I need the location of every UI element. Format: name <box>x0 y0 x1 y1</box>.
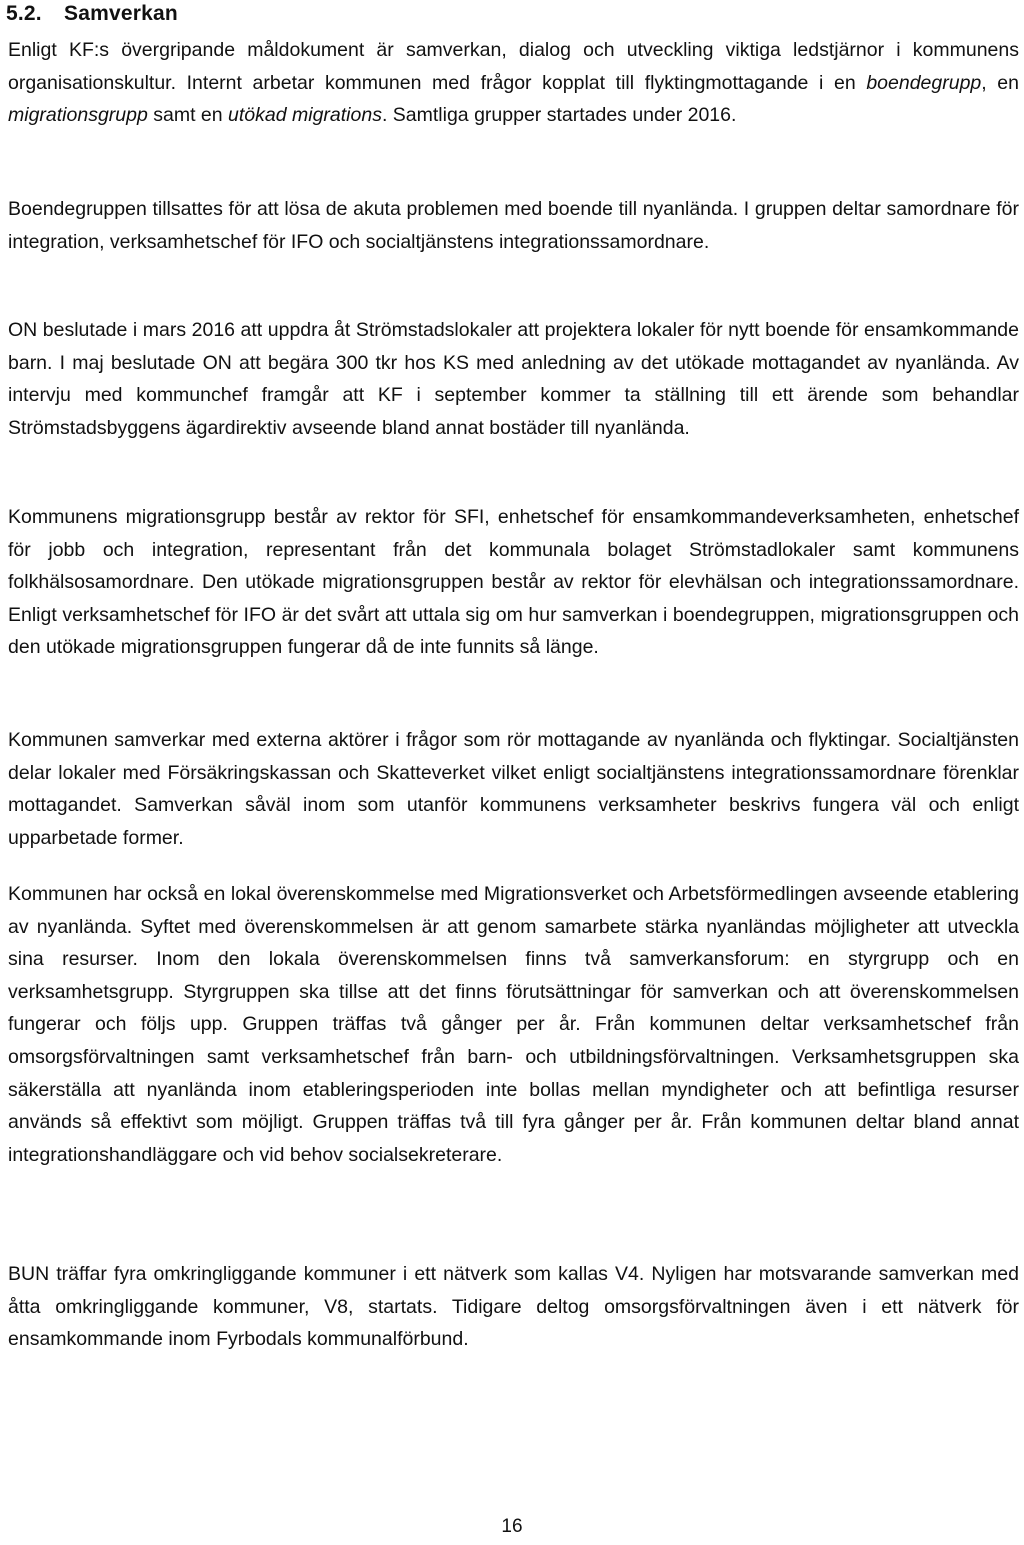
paragraph-boendegruppen: Boendegruppen tillsattes för att lösa de akuta problemen med boende till nyanlända. I gruppen deltar samordnare för integration, verksamhetschef för IFO och socialtjänstens integrationssamordnare. <box>8 198 1019 253</box>
paragraph-on-beslut: ON beslutade i mars 2016 att uppdra åt Strömstadslokaler att projektera lokaler för nytt boende för ensamkommande barn. I maj beslutade ON att begära 300 tkr hos KS med anledning av det utökade mottagandet av nyanlända. Av intervju med kommunchef framgår att KF i september kommer ta ställning till ett ärende som behandlar Strömstadsbyggens ägardirektiv avseende bland annat bostäder till nyanlända. <box>8 319 1019 439</box>
paragraph-internal-groups <box>8 34 1019 132</box>
page-number: 16 <box>501 1516 523 1537</box>
paragraph-text: Enligt KF:s övergripande måldokument är samverkan, dialog och utveckling viktiga ledstjärnor i kommunens organisationskultur. Internt arbetar kommunen med frågor kopplat till flyktingmottagande i en <box>8 39 1019 94</box>
paragraph-migrationsgrupp: Kommunens migrationsgrupp består av rektor för SFI, enhetschef för ensamkommandeverksamheten, enhetschef för jobb och integration, representant från det kommunala bolaget Strömstadlokaler samt kommunens folkhälsosamordnare. Den utökade migrationsgruppen består av rektor för elevhälsan och integrationssamordnare. Enligt verksamhetschef för IFO är det svårt att uttala sig om hur samverkan i boendegruppen, migrationsgruppen och den utökade migrationsgruppen fungerar då de inte funnits så länge. <box>8 506 1019 659</box>
section-title: Samverkan <box>64 2 178 25</box>
section-heading <box>6 0 178 28</box>
paragraph-text: , en <box>981 71 1019 94</box>
section-number: 5.2. <box>6 2 42 25</box>
emphasis-utokad-migrations: utökad migrations <box>228 104 382 127</box>
paragraph-text: . Samtliga grupper startades under 2016. <box>381 104 737 127</box>
paragraph-overenskommelse: Kommunen har också en lokal överenskommelse med Migrationsverket och Arbetsförmedlingen avseende etablering av nyanlända. Syftet med överenskommelsen är att genom samarbete stärka nyanländas möjligheter att utveckla sina resurser. Inom den lokala överenskommelsen finns två samverkansforum: en styrgrupp och en verksamhetsgrupp. Styrgruppen ska tillse att det finns förutsättningar för samverkan och att överenskommelsen fungerar och följs upp. Gruppen träffas två gånger per år. Från kommunen deltar verksamhetschef från omsorgsförvaltningen samt verksamhetschef från barn- och utbildningsförvaltningen. Verksamhetsgruppen ska säkerställa att nyanlända inom etableringsperioden inte bollas mellan myndigheter och att befintliga resurser används så effektivt som möjligt. Gruppen träffas två till fyra gånger per år. Från kommunen deltar bland annat integrationshandläggare och vid behov socialsekreterare. <box>8 883 1019 1166</box>
paragraph-externa-aktorer: Kommunen samverkar med externa aktörer i frågor som rör mottagande av nyanlända och flyktingar. Socialtjänsten delar lokaler med Försäkringskassan och Skatteverket vilket enligt socialtjänstens integrationssamordnare förenklar mottagandet. Samverkan såväl inom som utanför kommunens verksamheter beskrivs fungera väl och enligt upparbetade former. <box>8 729 1019 849</box>
emphasis-boendegrupp: boendegrupp <box>866 71 982 94</box>
paragraph-bun-natverk: BUN träffar fyra omkringliggande kommuner i ett nätverk som kallas V4. Nyligen har motsvarande samverkan med åtta omkringliggande kommuner, V8, startats. Tidigare deltog omsorgsförvaltningen även i ett nätverk för ensamkommande inom Fyrbodals kommunalförbund. <box>8 1263 1019 1351</box>
emphasis-migrationsgrupp: migrationsgrupp <box>8 104 148 127</box>
paragraph-text: samt en <box>147 104 229 127</box>
